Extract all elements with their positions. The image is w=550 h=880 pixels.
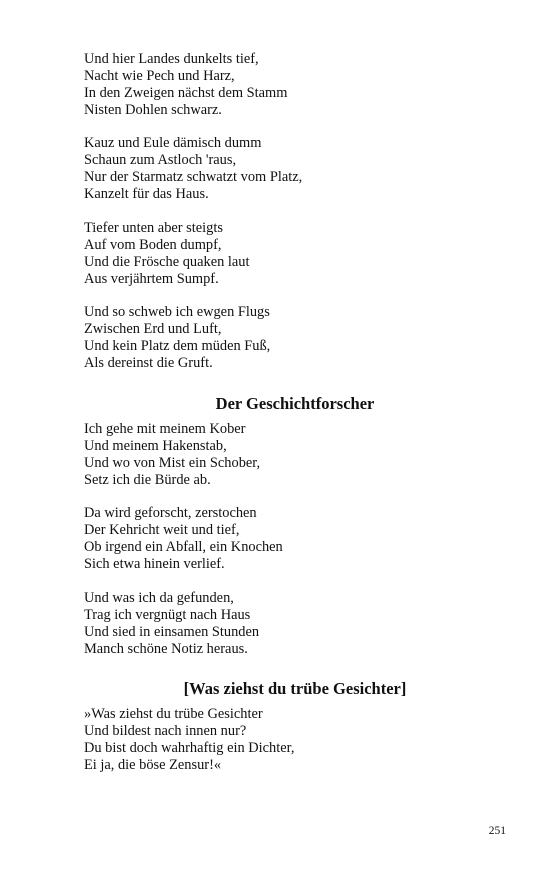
verse-line: Nacht wie Pech und Harz, xyxy=(84,67,235,84)
poem-geschichtforscher xyxy=(84,421,484,657)
verse-line: Und was ich da gefunden, xyxy=(84,589,234,606)
verse-line: Setz ich die Bürde ab. xyxy=(84,471,211,488)
verse-line: Manch schöne Notiz heraus. xyxy=(84,640,248,657)
verse-line: Und so schweb ich ewgen Flugs xyxy=(84,304,270,321)
verse-line: Schaun zum Astloch 'raus, xyxy=(84,152,237,169)
verse-line: Ei ja, die böse Zensur!« xyxy=(84,756,222,773)
verse-line: Ich gehe mit meinem Kober xyxy=(84,421,246,437)
verse-line: Trag ich vergnügt nach Haus xyxy=(84,606,251,623)
stanza-gap xyxy=(84,489,484,506)
verse-line: Ob irgend ein Abfall, ein Knochen xyxy=(84,539,283,556)
verse-line: Kauz und Eule dämisch dumm xyxy=(84,135,262,152)
verse-line: Und bildest nach innen nur? xyxy=(84,722,247,739)
verse-line: Du bist doch wahrhaftig ein Dichter, xyxy=(84,739,295,756)
verse-line: Aus verjährtem Sumpf. xyxy=(84,270,219,287)
poem-title: [Was ziehst du trübe Gesichter] xyxy=(183,679,407,698)
verse-line: Kanzelt für das Haus. xyxy=(84,186,209,203)
stanza xyxy=(84,135,484,203)
verse-line: Nur der Starmatz schwatzt vom Platz, xyxy=(84,169,303,186)
verse-line: Da wird geforscht, zerstochen xyxy=(84,505,257,522)
stanza-gap xyxy=(84,573,484,590)
stanza-gap xyxy=(84,119,484,136)
verse-line: Und sied in einsamen Stunden xyxy=(84,623,260,640)
stanza xyxy=(84,421,484,489)
verse-line: Sich etwa hinein verlief. xyxy=(84,556,225,573)
verse-line: Der Kehricht weit und tief, xyxy=(84,522,240,539)
verse-line: Zwischen Erd und Luft, xyxy=(84,321,222,338)
page-number: 251 xyxy=(488,825,506,837)
verse-line: In den Zweigen nächst dem Stamm xyxy=(84,84,288,101)
stanza-gap xyxy=(84,203,484,220)
stanza xyxy=(84,505,484,573)
poem-title: Der Geschichtforscher xyxy=(215,394,375,413)
poem-was-ziehst-du xyxy=(84,706,484,774)
verse-line: »Was ziehst du trübe Gesichter xyxy=(84,706,263,722)
verse-line: Und meinem Hakenstab, xyxy=(84,437,227,454)
stanza xyxy=(84,220,484,288)
verse-line: Tiefer unten aber steigts xyxy=(84,219,223,236)
verse-line: Und die Frösche quaken laut xyxy=(84,253,250,270)
verse-line: Auf vom Boden dumpf, xyxy=(84,236,222,253)
poem-continuation xyxy=(84,51,484,372)
verse-line: Nisten Dohlen schwarz. xyxy=(84,101,222,118)
stanza xyxy=(84,706,484,774)
stanza-gap xyxy=(84,287,484,304)
verse-line: Und kein Platz dem müden Fuß, xyxy=(84,338,271,355)
verse-line: Und hier Landes dunkelts tief, xyxy=(84,51,259,67)
verse-line: Und wo von Mist ein Schober, xyxy=(84,454,261,471)
stanza xyxy=(84,51,484,119)
stanza xyxy=(84,590,484,658)
verse-line: Als dereinst die Gruft. xyxy=(84,355,213,372)
stanza xyxy=(84,304,484,372)
